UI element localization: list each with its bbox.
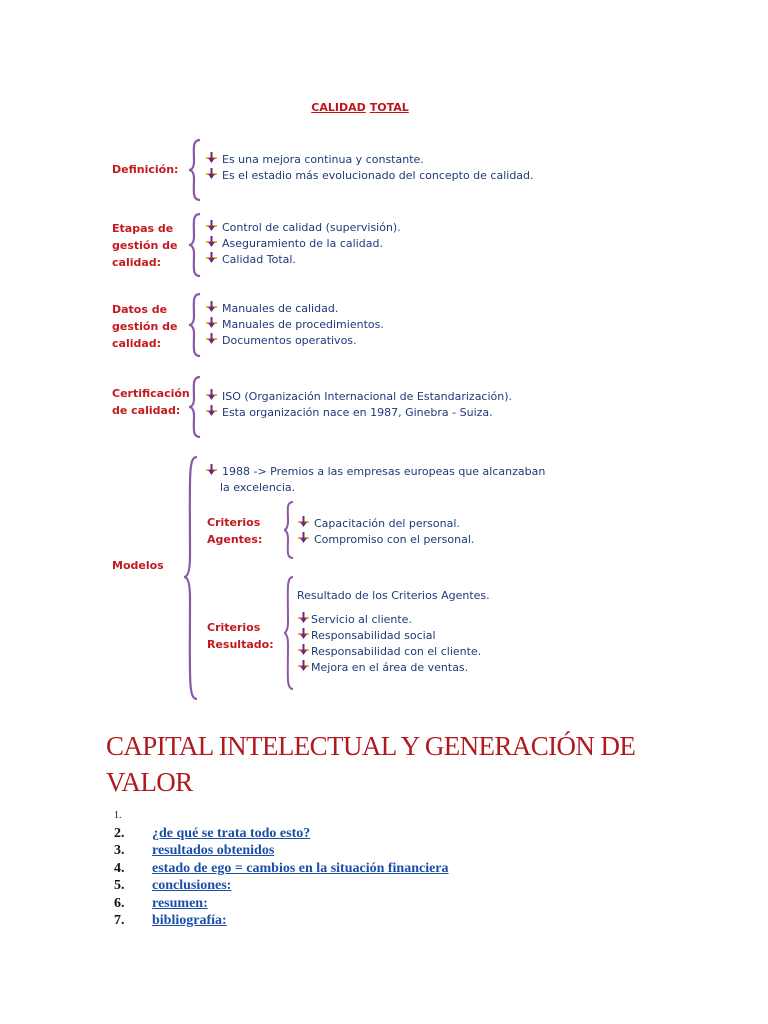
arrow-down-bullet-icon [297,628,310,640]
resultado-list [297,612,481,676]
list-item: Responsabilidad con el cliente. [297,644,481,660]
section-heading: CAPITAL INTELECTUAL Y GENERACIÓN DE VALOR [106,731,636,797]
curly-brace-icon [283,501,295,559]
title-word-calidad: CALIDAD [311,101,366,114]
criterios-agentes-label: Criterios Agentes: [207,516,263,546]
curly-brace-icon [183,456,199,700]
curly-brace-icon [283,576,295,690]
toc-number: 6. [114,895,125,911]
list-item: Es el estadio más evolucionado del concepto de calidad. [205,168,534,184]
arrow-down-bullet-icon [205,317,218,329]
list-item: Responsabilidad social [297,628,481,644]
list-item: Compromiso con el personal. [297,532,474,548]
toc-link[interactable]: conclusiones: [152,878,232,893]
arrow-down-bullet-icon [205,220,218,232]
arrow-down-bullet-icon [297,612,310,624]
toc-link[interactable]: estado de ego = cambios en la situación financiera [152,860,449,876]
etapas-label: Etapas de gestión de calidad: [112,222,178,269]
list-item: ISO (Organización Internacional de Estandarización). [205,389,512,405]
arrow-down-bullet-icon [205,464,218,476]
etapas-list [205,220,401,268]
toc-number: 4. [114,860,125,876]
toc-number: 5. [114,878,125,893]
list-item: Calidad Total. [205,252,401,268]
toc-link[interactable]: resumen: [152,895,208,911]
curly-brace-icon [188,213,202,277]
list-item: Capacitación del personal. [297,516,474,532]
list-item: Servicio al cliente. [297,612,481,628]
arrow-down-bullet-icon [297,644,310,656]
resultado-intro: Resultado de los Criterios Agentes. [297,589,490,602]
criterios-resultado-label: Criterios Resultado: [207,621,274,651]
arrow-down-bullet-icon [205,236,218,248]
arrow-down-bullet-icon [297,532,310,544]
toc-number: 7. [114,913,125,928]
arrow-down-bullet-icon [205,405,218,417]
list-item: 1988 -> Premios a las empresas europeas que alcanzaban [205,464,545,480]
arrow-down-bullet-icon [205,252,218,264]
certificacion-label: Certificación de calidad: [112,387,190,417]
intro-continuation: la excelencia. [220,481,296,494]
certificacion-list [205,389,512,421]
definicion-label: Definición: [112,163,179,176]
definicion-list [205,152,534,184]
toc-number: 3. [114,843,125,858]
arrow-down-bullet-icon [205,301,218,313]
modelos-label: Modelos [112,559,164,572]
toc-link[interactable]: bibliografía: [152,913,227,928]
list-item: Es una mejora continua y constante. [205,152,534,168]
datos-list [205,301,384,349]
toc-link[interactable]: ¿de qué se trata todo esto? [152,825,311,841]
toc-number: 1. [114,810,122,821]
list-item: Manuales de procedimientos. [205,317,384,333]
curly-brace-icon [188,139,202,201]
arrow-down-bullet-icon [297,660,310,672]
datos-label: Datos de gestión de calidad: [112,303,178,350]
toc-link[interactable]: resultados obtenidos [152,843,275,858]
list-item: Documentos operativos. [205,333,384,349]
document-title [0,101,720,114]
list-item: Aseguramiento de la calidad. [205,236,401,252]
arrow-down-bullet-icon [205,389,218,401]
list-item: Control de calidad (supervisión). [205,220,401,236]
list-item: Manuales de calidad. [205,301,384,317]
list-item: Mejora en el área de ventas. [297,660,481,676]
arrow-down-bullet-icon [205,168,218,180]
curly-brace-icon [188,293,202,357]
agentes-list [297,516,474,548]
modelos-intro [205,464,545,496]
arrow-down-bullet-icon [297,516,310,528]
arrow-down-bullet-icon [205,152,218,164]
list-item: Esta organización nace en 1987, Ginebra - Suiza. [205,405,512,421]
toc-number: 2. [114,825,125,841]
arrow-down-bullet-icon [205,333,218,345]
title-word-total: TOTAL [369,101,409,114]
curly-brace-icon [188,376,202,438]
